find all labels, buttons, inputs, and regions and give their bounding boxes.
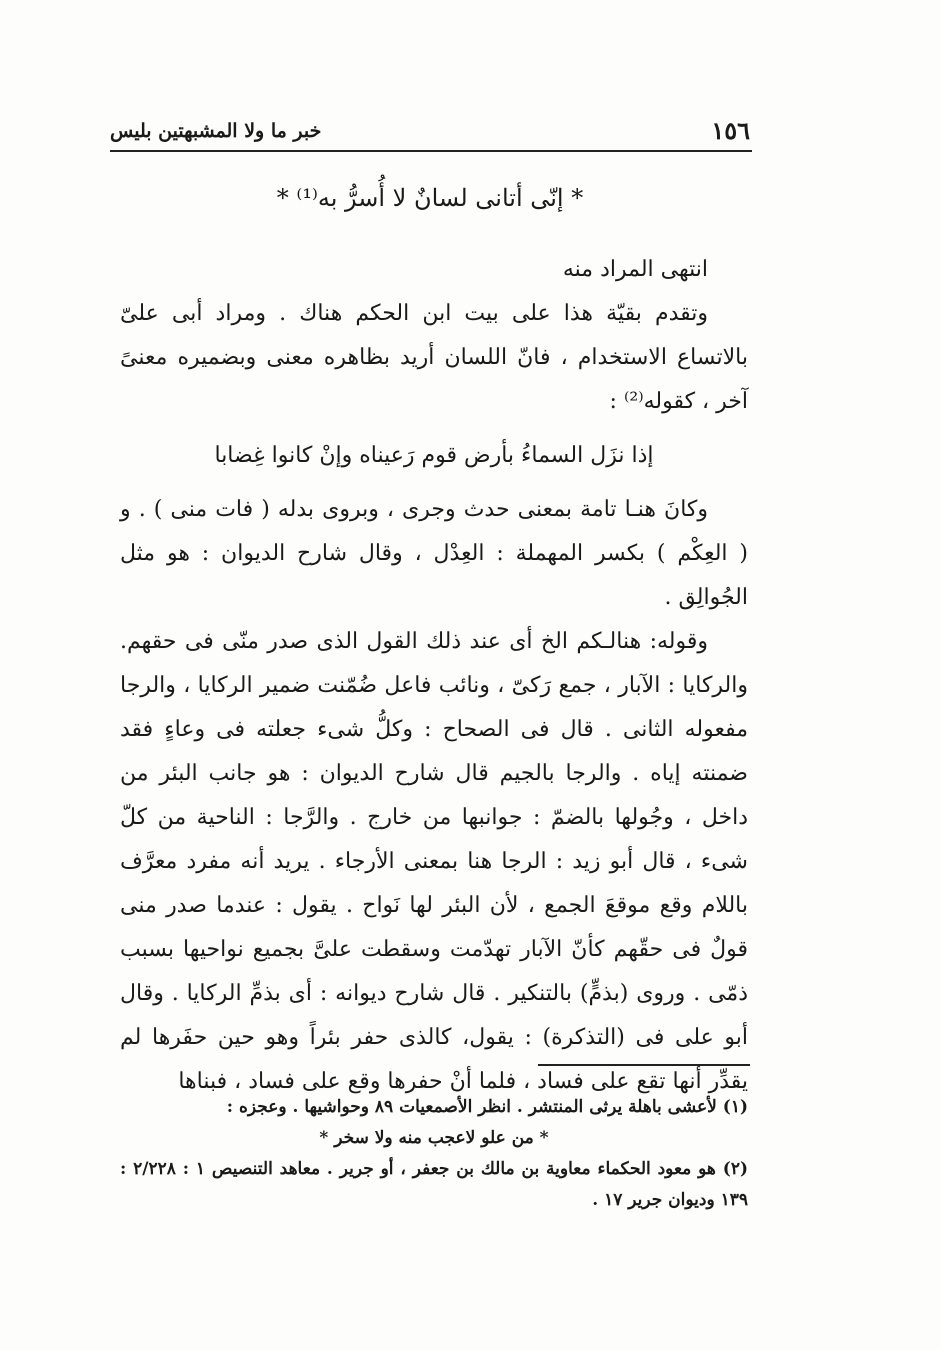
footnote-rule: [538, 1064, 750, 1066]
opening-verse: * إنّى أتانى لسانٌ لا أُسرُّ به⁽¹⁾ *: [276, 184, 584, 212]
paragraph-1: انتهى المراد منه: [562, 257, 708, 282]
paragraph-3: وكانَ هنـا تامة بمعنى حدث وجرى ، وبروى بدله ( فات منى ) . و ( العِكْم ) بكسر المهملة : العِدْل ، وقال شارح الديوان : هو مثل الجُوالِق .: [120, 497, 748, 610]
footnotes: [120, 1092, 748, 1216]
main-text: [120, 248, 748, 1104]
page-header: [110, 112, 750, 152]
footnote-1: (١) لأعشى باهلة يرثى المنتشر . انظر الأصمعيات ٨٩ وحواشيها . وعجزه :: [226, 1097, 748, 1117]
paragraph-4: وقوله: هنالـكم الخ أى عند ذلك القول الذى صدر منّى فى حقهم. والركايا : الآبار ، جمع رَكىّ ، ونائب فاعل ضُمّنت ضمير الركايا ، والرجا مفعوله الثانى . قال فى الصحاح : وكلُّ شىء جعلته فى وعاءٍ فقد ضمنته إياه . والرجا بالجيم قال شارح الديوان : هو جانب البئر من داخل ، وجُولها بالضمّ : جوانبها من خارج . والرَّجا : الناحية من كلّ شىء ، قال أبو زيد : الرجا هنا بمعنى الأرجاء . يريد أنه مفرد معرَّف باللام وقع موقعَ الجمع ، لأن البئر لها نَواح . يقول : عندما صدر منى قولٌ فى حقّهم كأنّ الآبار تهدّمت وسقطت علىَّ بجميع نواحيها بسبب ذمّى . وروى (بذمٍّ) بالتنكير . قال شارح ديوانه : أى بذمِّ الركايا . وقال أبو على فى (التذكرة) : يقول، كالذى حفر بئراً وهو حين حفَرها لم يقدِّر أنها تقع على فساد ، فلما أنْ حفرها وقع على فساد ، فبناها: [120, 629, 748, 1094]
footnote-2: (٢) هو معود الحكماء معاوية بن مالك بن جعفر ، أو جرير . معاهد التنصيص ١ : ٢/٢٢٨ : ١٣٩ وديوان جرير ١٧ .: [120, 1159, 748, 1210]
header-rule: [110, 150, 752, 152]
quoted-verse: إذا نزَل السماءُ بأرض قوم رَعيناه وإنْ كانوا غِضابا: [214, 443, 654, 468]
paragraph-2: وتقدم بقيّة هذا على بيت ابن الحكم هناك . ومراد أبى علىّ بالاتساع الاستخدام ، فانّ اللسان أريد بظاهره معنى وبضميره معنىً آخر ، كقوله⁽²⁾ :: [120, 301, 748, 414]
footnote-1-verse: * من علو لاعجب منه ولا سخر *: [319, 1128, 549, 1148]
running-title: خبر ما ولا المشبهتين بليس: [110, 120, 322, 142]
page-number: ١٥٦: [711, 116, 750, 145]
